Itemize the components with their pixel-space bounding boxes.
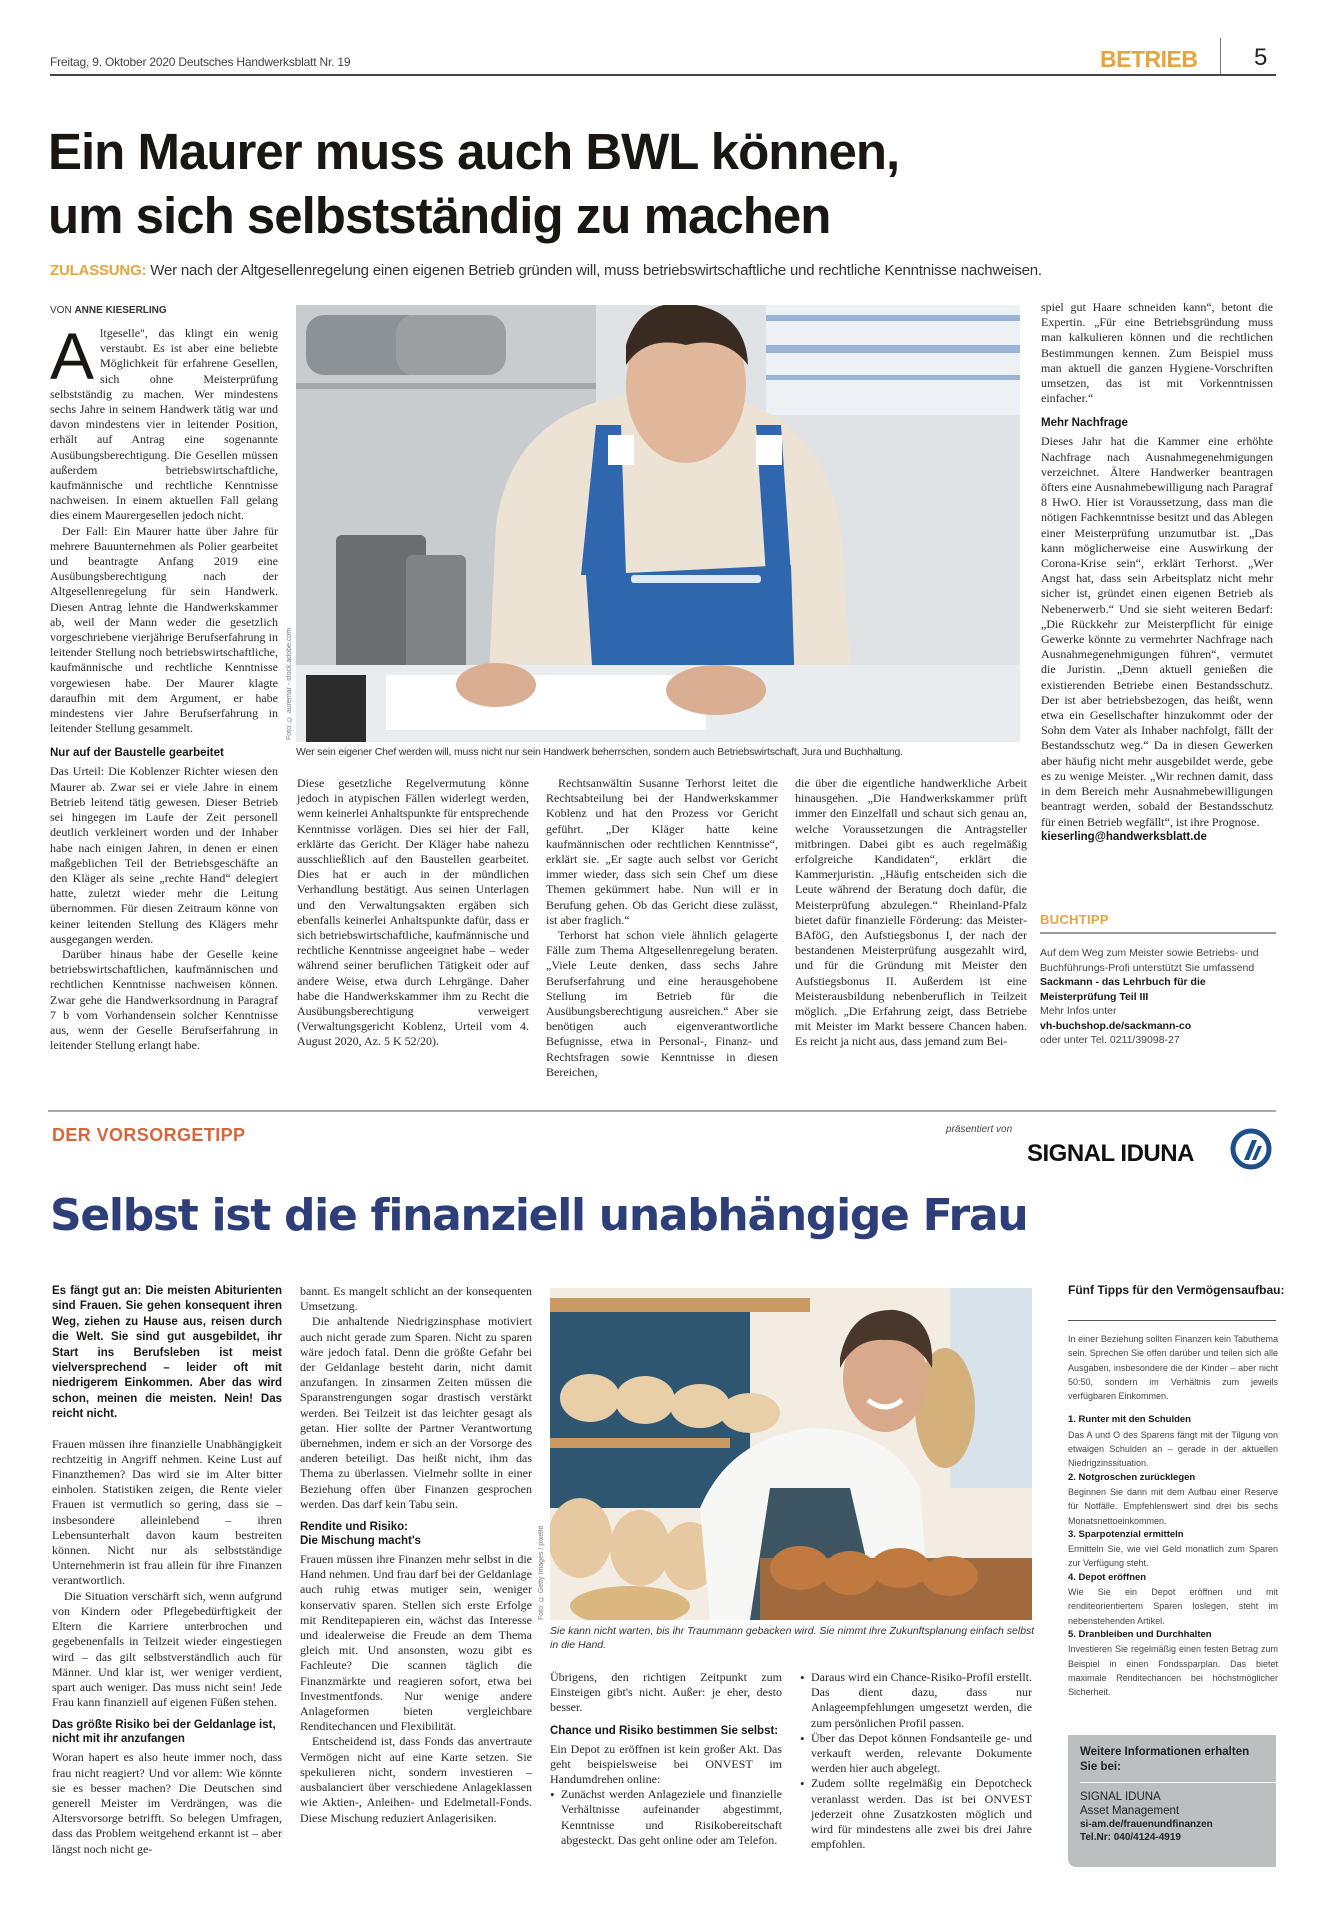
article2-column-4 [800,1670,1032,1852]
tip-item [1068,1528,1278,1571]
article1-column-4 [795,776,1027,1050]
buchtipp-phone: oder unter Tel. 0211/39098-27 [1040,1034,1180,1046]
tips-rule [1068,1320,1276,1321]
article2-column-3 [550,1670,782,1848]
info-box-title: Weitere Informationen erhalten Sie bei: [1080,1746,1250,1773]
paragraph: spiel gut Haare schneiden kann“, betont die Expertin. „Für eine Betriebsgründung muss man kalkulieren können und die rechtlichen Bestimmungen kennen. Zum Beispiel muss man aktuell die ganzen Hygiene-Vorschriften umsetzen, das ist mit Vorkenntnissen einfacher.“ [1041,300,1273,406]
baker-illustration [550,1288,1032,1620]
lead-paragraph: Es fängt gut an: Die meisten Abiturienten sind Frauen. Sie gehen konsequent ihren Weg, ziehen zu Hause aus, reisen durch die Welt. Sie sind gut ausgebildet, ihr Start ins Berufsleben ist meist vielversprechend – leider oft mit niedrigerem Einkommen. Aber das wird schon, meinen die meisten. Nein! Das reicht nicht. [52,1285,282,1421]
tip-heading: 4. Depot eröffnen [1068,1571,1147,1583]
presented-by: präsentiert von [946,1124,1013,1135]
buchtipp-title: BUCHTIPP [1040,912,1109,927]
info-phone: Tel.Nr: 040/4124-4919 [1080,1832,1181,1843]
subheading [300,1520,532,1548]
article1-column-1 [50,319,278,1053]
tip-heading: 5. Dranbleiben und Durchhalten [1068,1628,1212,1640]
info-box [1068,1735,1276,1867]
paragraph-text: ltgeselle", das klingt ein wenig verstaubt. Es ist aber eine beliebte Möglichkeit für erfahrene Gesellen, sich ohne Meisterprüfung selbstständig zu machen. Wer mindestens sechs Jahre in seinem Handwerk tätig war und davon mindestens vier in leitender Position, erhält auf Antrag eine sogenannte Ausübungsberechtigung. Die Gesellen müssen außerdem betriebswirtschaftliche, kaufmännische und rechtliche Kenntnisse nachweisen. In einem aktuellen Fall gelang dies einem Maurergesellen jedoch nicht. [50,326,278,523]
photo-credit: Foto: © Getty Images / pixelfit [538,1525,545,1620]
tip-item [1068,1628,1278,1699]
subheading-line-2: Die Mischung macht's [300,1535,421,1548]
article2-column-2 [300,1284,532,1826]
header-rule [50,74,1276,76]
tip-item [1068,1571,1278,1628]
tip-heading: 1. Runter mit den Schulden [1068,1414,1191,1426]
article1-column-3 [546,776,778,1080]
photo-craftsman [296,305,1020,742]
paragraph: Entscheidend ist, dass Fonds das anvertraute Vermögen nicht auf eine Karte setzen. Sie spekulieren nicht, sondern investieren – ausbalanciert über verschiedene Anlageklassen wie Aktien-, Anleihen- und Edelmetall-Fonds. Diese Mischung reduziert Anlagerisiken. [300,1734,532,1825]
dateline: Freitag, 9. Oktober 2020 Deutsches Handwerksblatt Nr. 19 [50,55,351,69]
paragraph: bannt. Es mangelt schlicht an der konsequenten Umsetzung. [300,1284,532,1314]
buchshop-link[interactable]: vh-buchshop.de/sackmann-co [1040,1019,1192,1032]
paragraph: Darüber hinaus habe der Geselle keine betriebswirtschaftlichen, kaufmännischen und rechtlichen Kenntnisse nachweisen können. Zwar gehe die Handwerksordnung in Paragraf 7 b vom Vorhandensein solcher Kenntnisse aus, wenn der Geselle Berufserfahrung in leitender Stellung erlangt habe. [50,946,278,1053]
bullet-item: • Über das Depot können Fondsanteile ge- und verkauft werden, relevante Dokumente werden hier auch abgelegt. [800,1731,1032,1777]
article2-title: Selbst ist die finanziell unabhängige Frau [50,1190,1028,1241]
photo-caption: Wer sein eigener Chef werden will, muss nicht nur sein Handwerk beherrschen, sondern auch Betriebswirtschaft, Jura und Buchhaltung. [296,746,903,758]
tip-item [1068,1471,1278,1528]
tip-text: Beginnen Sie dann mit dem Aufbau einer Reserve für Notfälle. Empfehlenswert sind drei bis sechs Monatsnettoeinkommen. [1068,1486,1278,1526]
tips-box [1068,1332,1278,1699]
article1-column-5 [1041,300,1273,845]
paragraph: die über die eigentliche handwerkliche Arbeit hinausgehen. „Die Handwerkskammer prüft immer den Einzelfall und schaut sich genau an, welche Voraussetzungen die Antragsteller mitbringen. Dabei gibt es auch regelmäßig erfolgreiche Kandidaten“, erklärt die Kammerjuristin. „Häufig entscheiden sich die Leute während der Beratung doch dafür, die Meisterprüfung abzulegen.“ Rheinland-Pfalz bietet dafür finanzielle Förderung: das Meister-BAföG, den Aufstiegsbonus I, der nach der bestandenen Meisterprüfung ausgezahlt wird, und für die Gründung mit Meister den Aufstiegsbonus II. Außerdem ist eine Meisterausbildung nebenberuflich in Teilzeit möglich. „Die Erfahrung zeigt, dass Betriebe mit Meister im Markt bessere Chancen haben. Es reicht ja nicht aus, dass jemand zum Bei- [795,776,1027,1049]
section-rule [48,1110,1276,1112]
tip-text: Ermitteln Sie, wie viel Geld monatlich zum Sparen zur Verfügung steht. [1068,1544,1278,1569]
title-line-1: Ein Maurer muss auch BWL können, [48,123,900,180]
paragraph: Ein Depot zu eröffnen ist kein großer Akt. Das geht beispielsweise bei ONVEST im Handumdrehen online: [550,1741,782,1787]
page-number: 5 [1254,44,1268,71]
header-divider [1220,38,1221,76]
article-subline [50,262,1290,279]
paragraph: Der Fall: Ein Maurer hatte über Jahre für mehrere Bauunternehmen als Polier gearbeitet und beantragte Anfang 2019 eine Ausübungsberechtigung nach der Altgesellenregelung für sein Handwerk. Diesen Antrag lehnte die Handwerkskammer ab, weil der Mann weder die gesetzlich vorgeschriebene vierjährige Berufserfahrung in leitender Stellung noch betriebswirtschaftliche, kaufmännische und rechtliche Kenntnisse vorgewiesen habe. Der Maurer klagte daraufhin mit dem Argument, er habe mindestens vier Jahre Berufserfahrung in leitender Stellung gesammelt. [50,523,278,736]
info-company: SIGNAL IDUNA [1080,1791,1161,1803]
dropcap: A [50,319,95,393]
subheading: Nur auf der Baustelle gearbeitet [50,747,224,760]
signal-iduna-wordmark: SIGNAL IDUNA [1027,1140,1194,1167]
paragraph: Terhorst hat schon viele ähnlich gelagerte Fälle zum Thema Altgesellenregelung beraten. „Viele Leute denken, dass sechs Jahre Berufserfahrung und eine herausgehobene Stellung im Betrieb für die Ausübungsberechtigung ausreichen.“ Aber sie benötigen auch eigenverantwortliche Befugnisse, etwa in Personal-, Finanz- und Rechtsfragen sowie Kenntnisse in diesen Bereichen, [546,928,778,1079]
byline [50,305,167,316]
tip-heading: 3. Sparpotenzial ermitteln [1068,1528,1184,1540]
paragraph: Rechtsanwältin Susanne Terhorst leitet die Rechtsabteilung bei der Handwerkskammer Koblenz und hat den Prozess vor Gericht geführt. „Der Kläger hatte keine kaufmännischen oder rechtlichen Kenntnisse“, erklärt sie. „Er sagte auch selbst vor Gericht immer wieder, dass sich sein Chef um diese Themen gekümmert habe. Nun will er in Berufung gehen. Ob das Gericht diese zulässt, ist aber fraglich.“ [546,776,778,927]
photo-caption: Sie kann nicht warten, bis ihr Traummann gebacken wird. Sie nimmt ihre Zukunftsplanung einfach selbst in die Hand. [550,1625,1035,1651]
bullet-item: • Zunächst werden Anlageziele und finanzielle Verhältnisse aufeinander abgestimmt, Kenntnisse und Risikobereitschaft abgesteckt. Das geht online oder am Telefon. [550,1787,782,1848]
paragraph: Dieses Jahr hat die Kammer eine erhöhte Nachfrage nach Ausnahmegenehmigungen verzeichnet. Ältere Handwerker beantragen öfters eine Ausnahmebewilligung nach Paragraf 8 HwO. Hier ist Voraussetzung, dass man die nötigen Fachkenntnisse besitzt und das Ablegen einer Meisterprüfung unzumutbar ist. „Das kann möglicherweise eine Auswirkung der Corona-Krise sein“, erklärt Terhorst. „Wer Angst hat, dass sein Arbeitsplatz nicht mehr sicher ist, gründet einen eigenen Betrieb als Nebenerwerb.“ Und sie sieht weiteren Bedarf: „Die Rückkehr zur Meisterpflicht für einige Gewerke könnte zu vermehrter Nachfrage nach Ausnahmegenehmigungen führen“, vermutet die Juristin. „Denn aktuell genießen die existierenden Betriebe einen Bestandsschutz. Der ist aber betriebsbezogen, das heißt, wenn etwa ein Gesellschafter hinzukommt oder der Sohn dem Vater als Inhaber nachfolgt, fällt der Bestandsschutz weg.“ Da in diesen Gewerken aber häufig nicht mehr ausgebildet werde, gebe es zu wenige Meister. „Wir rechnen damit, dass in dem Bereich mehr Ausnahmebewilligungen beantragt werden, sobald der Bestandsschutz für einen Betrieb wegfällt“, ist ihre Prognose. [1041,434,1273,829]
bullet-item: • Daraus wird ein Chance-Risiko-Profil erstellt. Das dient dazu, dass nur Anlageempfehlungen umgesetzt werden, die zum persönlichen Profil passen. [800,1670,1032,1731]
buchtipp-intro: Auf dem Weg zum Meister sowie Betriebs- und Buchführungs-Profi unterstützt Sie umfassend [1040,947,1259,974]
buchtipp-rule [1040,932,1276,934]
subheading: Mehr Nachfrage [1041,417,1128,430]
signal-iduna-logo-icon [1230,1128,1272,1170]
article1-column-2 [297,776,529,1050]
kicker: ZULASSUNG: [50,262,147,279]
bullet-list [800,1670,1032,1852]
section-label: BETRIEB [1100,46,1198,72]
title-line-2: um sich selbstständig zu machen [48,187,831,244]
more-info-label: Mehr Infos unter [1040,1005,1117,1017]
book-title: Sackmann - das Lehrbuch für die Meisterprüfung Teil III [1040,976,1206,1003]
tip-text: Wie Sie ein Depot eröffnen und mit renditeorientiertem Sparen loslegen, steht im nebenstehenden Artikel. [1068,1587,1278,1626]
paragraph: Woran hapert es also heute immer noch, dass frau nicht reagiert? Und vor allem: Wie könnte sie es besser machen? Die Deutschen sind generell Meister im Verdrängen, was die Altersvorsorge betrifft. So belegen Umfragen, dass das Problem weitgehend erkannt ist – aber längst noch nicht ge- [52,1750,282,1856]
paragraph: Diese gesetzliche Regelvermutung könne jedoch in atypischen Fällen widerlegt werden, wenn keinerlei Anhaltspunkte für entsprechende Kenntnisse vorlägen. Dies sei hier der Fall, erklärte das Gericht. Der Kläger habe nahezu ausschließlich auf den Baustellen gearbeitet. Dies hat er auch in der mündlichen Verhandlung bestätigt. Aus seinen Unterlagen und den Verwaltungsakten ergäben sich ebenfalls keinerlei Anhaltspunkte dafür, dass er sich betriebswirtschaftliche, kaufmännische und rechtliche Kenntnisse angeeignet habe – weder während seiner beruflichen Tätigkeit oder auf andere Weise, etwa durch Lehrgänge. Daher habe die Handwerkskammer ihm zu Recht die Ausübungsberechtigung verweigert (Verwaltungsgericht Koblenz, Urteil vom 4. August 2020, Az. 5 K 52/20). [297,776,529,1049]
paragraph: Die anhaltende Niedrigzinsphase motiviert auch nicht gerade zum Sparen. Nicht zu sparen wäre jedoch fatal. Denn die größte Gefahr bei der Geldanlage besteht darin, nicht damit anzufangen. In zinsarmen Zeiten müssen die Sparanstrengungen sogar drastisch verstärkt werden. Bei Teilzeit ist das leichter gesagt als getan. Hier sollte der Partner Verantwortung übernehmen, indem er sich an der Vorsorge des anderen beteiligt. Das heißt nicht, ihm das Thema zu überlassen. Vielmehr sollte in einer Beziehung offen über Finanzen gesprochen werden. Das darf kein Tabu sein. [300,1314,532,1511]
tip-item [1068,1413,1278,1470]
info-division: Asset Management [1080,1805,1180,1817]
paragraph: Das Urteil: Die Koblenzer Richter wiesen den Maurer ab. Zwar sei er viele Jahre in einem Betrieb leitend tätig gewesen. Dieser Betrieb sei hingegen im Laufe der Zeit personell deutlich verkleinert worden und der Inhaber habe nach einigen Jahren, in denen er einen maßgeblichen Teil der Betriebsgeschäfte an den Kläger als seine „rechte Hand“ delegiert hatte, zuletzt wieder mehr die Leitung übernommen. Für diesen Zeitraum könne von keiner leitenden Stellung des Klägers mehr ausgegangen werden. [50,764,278,946]
subheading: Chance und Risiko bestimmen Sie selbst: [550,1724,779,1737]
photo-credit: Foto: © auremar - stock.adobe.com [286,627,293,740]
buchtipp-box [1040,946,1280,1048]
paragraph: Die Situation verschärft sich, wenn aufgrund von Kindern oder Pflegebedürftigkeit der Eltern die Karriere unterbrochen und gegebenenfalls in Teilzeit wieder eingestiegen wird – das gilt selbstverständlich auch für Männer. Und klar ist, wer weniger verdient, spart auch weniger. Das muss nicht sein! Jede Frau kann finanziell auf eigenen Füßen stehen. [52,1588,282,1710]
bullet-list [550,1787,782,1848]
tip-heading: 2. Notgroschen zurücklegen [1068,1471,1196,1483]
article-title [48,120,1148,248]
subheading-line-1: Rendite und Risiko: [300,1521,408,1534]
paragraph: Frauen müssen ihre Finanzen mehr selbst in die Hand nehmen. Und frau darf bei der Geldanlage auch ruhig etwas mutiger sein, weniger konservativ sparen. Stellen sich erste Erfolge mit Renditepapieren ein, wächst das Interesse und idealerweise die Freude an dem Thema gleich mit. Und ansonsten, wozu gibt es Fachleute? Die scannen täglich die Finanzmärkte und reagieren sofort, etwa bei Investmentfonds. Nur wenige andere Anlageformen bieten vergleichbare Renditechancen und Flexibilität. [300,1552,532,1734]
subline-text: Wer nach der Altgesellenregelung einen eigenen Betrieb gründen will, muss betriebswirtschaftliche und rechtliche Kenntnisse nachweisen. [146,262,1042,279]
bullet-item: • Zudem sollte regelmäßig ein Depotcheck veranlasst werden. Das ist bei ONVEST jederzeit ohne Zusatzkosten möglich und wird für mindestens alle zwei bis drei Jahre empfohlen. [800,1776,1032,1852]
author: ANNE KIESERLING [74,305,167,316]
tip-text: Das A und O des Sparens fängt mit der Tilgung von etwaigen Schulden an – gerade in der aktuellen Niedrigzinssituation. [1068,1429,1278,1469]
author-email-link[interactable]: kieserling@handwerksblatt.de [1041,830,1207,843]
byline-prefix: VON [50,305,75,316]
vorsorgetipp-label: DER VORSORGETIPP [52,1125,246,1145]
paragraph [50,319,278,524]
paragraph: Übrigens, den richtigen Zeitpunkt zum Einsteigen gibt's nicht. Außer: je eher, desto besser. [550,1670,782,1715]
tips-intro: In einer Beziehung sollten Finanzen kein Tabuthema sein. Sprechen Sie offen darüber und teilen sich alle Ausgaben, insbesondere die der Kinder – aber nicht 50:50, sondern im Verhältnis zum jeweils verfügbaren Einkommen. [1068,1334,1278,1402]
article2-column-1 [52,1284,282,1857]
photo-baker [550,1288,1032,1620]
info-url-link[interactable]: si-am.de/frauenundfinanzen [1080,1819,1213,1830]
tip-text: Investieren Sie regelmäßig einen festen Betrag zum Beispiel in einen Fondssparplan. Das bietet maximale Renditechancen bei höchstmöglicher Sicherheit. [1068,1644,1278,1698]
paragraph: Frauen müssen ihre finanzielle Unabhängigkeit rechtzeitig in Angriff nehmen. Keine Lust auf Finanzthemen? Das wird sie im Alter bitter einholen. Statistiken zeigen, die Rente vieler Frauen ist vermutlich so gering, dass sie – insbesondere alleinlebend – ihren Lebensunterhalt davon kaum bestreiten können. Nicht nur als selbstständige Unternehmerin ist frau allein für ihre Finanzen verantwortlich. [52,1436,282,1588]
subheading: Das größte Risiko bei der Geldanlage ist, nicht mit ihr anzufangen [52,1719,276,1746]
tips-title: Fünf Tipps für den Vermögensaufbau: [1068,1283,1285,1297]
info-box-rule [1080,1782,1276,1783]
craftsman-illustration [296,305,1020,742]
